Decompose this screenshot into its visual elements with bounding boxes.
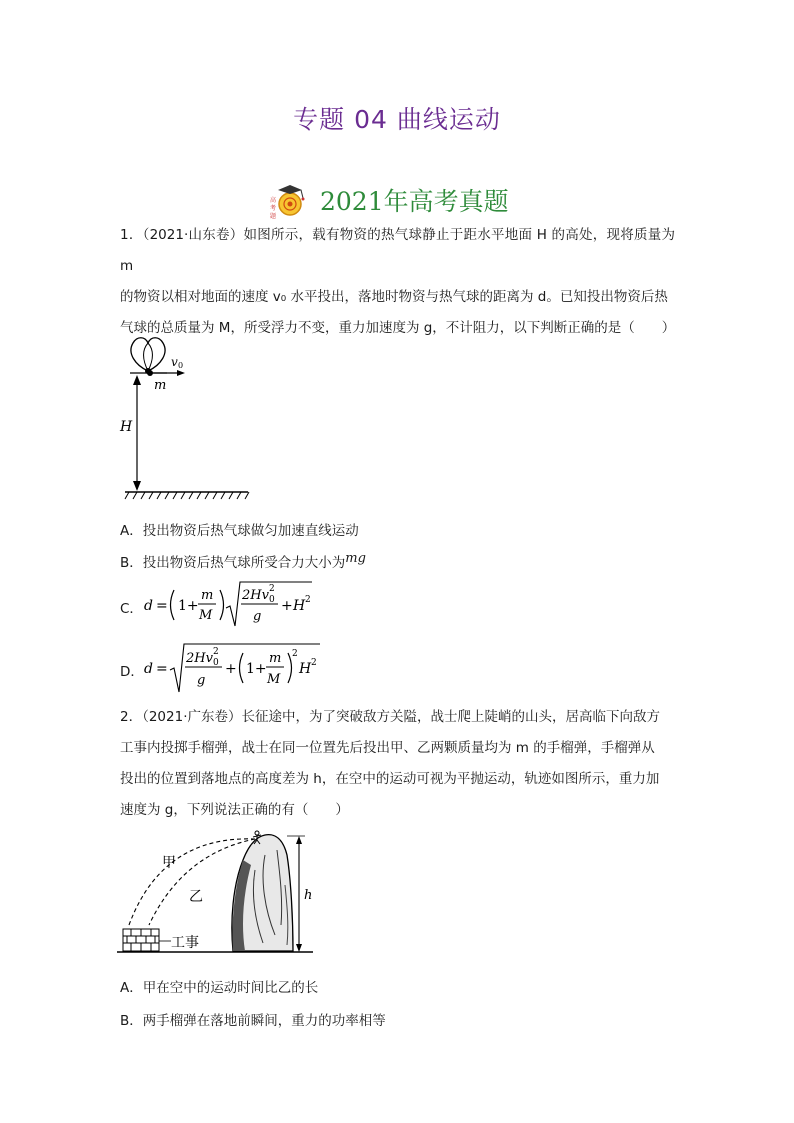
label-jia: 甲: [162, 855, 176, 871]
svg-text:2Hv: 2Hv: [242, 588, 269, 603]
svg-text:+: +: [281, 598, 293, 614]
q2-mountain-figure: [115, 825, 315, 960]
svg-text:2: 2: [305, 595, 311, 605]
svg-text:g: g: [253, 609, 262, 624]
svg-text:M: M: [199, 608, 213, 623]
q2-option-a: A．甲在空中的运动时间比乙的长: [120, 980, 319, 996]
svg-text:m: m: [201, 588, 214, 603]
q2-line-4: 速度为 g，下列说法正确的有（ ）: [120, 802, 349, 818]
q1-option-b: [120, 551, 366, 571]
svg-text:0: 0: [213, 658, 219, 668]
svg-text:1+: 1+: [178, 598, 199, 614]
svg-text:2: 2: [311, 658, 317, 668]
section-title: 2021年高考真题: [320, 187, 509, 216]
svg-text:考: 考: [270, 205, 277, 212]
q1-line-1: 1．（2021·山东卷）如图所示，载有物资的热气球静止于距水平地面 H 的高处，现将质量为 m: [120, 227, 675, 274]
v0-label: v: [171, 355, 178, 369]
v0-subscript: 0: [178, 361, 184, 370]
H-label: H: [120, 419, 133, 435]
svg-text:d: d: [144, 598, 153, 614]
q1-balloon-figure: [115, 333, 255, 503]
question-2-text: [120, 702, 675, 826]
svg-text:H: H: [299, 661, 312, 677]
label-gongshi: 工事: [171, 935, 199, 951]
q1-option-b-math: mg: [345, 551, 366, 566]
svg-text:2: 2: [292, 649, 298, 659]
q1-option-d-label: D．: [120, 664, 144, 680]
section-banner: [268, 180, 528, 220]
q1-line-2: 的物资以相对地面的速度 v₀ 水平投出，落地时物资与热气球的距离为 d。已知投出物资后热: [120, 289, 668, 305]
fortification-icon: [123, 929, 159, 951]
svg-text:d: d: [144, 661, 153, 677]
mascot-logo-icon: [268, 180, 312, 220]
svg-text:m: m: [269, 651, 282, 666]
q1-option-d-formula: [140, 640, 325, 696]
label-yi: 乙: [189, 889, 203, 905]
page-title: 专题 04 曲线运动: [293, 105, 501, 134]
svg-text:g: g: [197, 673, 206, 688]
svg-text:=: =: [156, 598, 168, 614]
svg-text:题: 题: [270, 213, 277, 220]
svg-text:高: 高: [270, 197, 277, 204]
q1-option-a: A．投出物资后热气球做匀加速直线运动: [120, 523, 359, 539]
svg-text:+: +: [225, 661, 237, 677]
svg-text:2: 2: [269, 584, 275, 594]
svg-text:2: 2: [213, 647, 219, 657]
svg-text:H: H: [293, 598, 306, 614]
q2-line-2: 工事内投掷手榴弹，战士在同一位置先后投出甲、乙两颗质量均为 m 的手榴弹，手榴弹从: [120, 740, 655, 756]
svg-text:M: M: [267, 672, 281, 687]
q1-option-c-label: C．: [120, 601, 143, 617]
q2-option-b: B．两手榴弹在落地前瞬间，重力的功率相等: [120, 1013, 386, 1029]
m-label: m: [154, 378, 167, 393]
q1-option-c-formula: [140, 578, 320, 630]
q1-option-b-text: B．投出物资后热气球所受合力大小为: [120, 555, 346, 571]
q1-line-3: 气球的总质量为 M，所受浮力不变，重力加速度为 g，不计阻力，以下判断正确的是（ ）: [120, 320, 676, 336]
svg-text:=: =: [156, 661, 168, 677]
svg-text:0: 0: [269, 595, 275, 605]
svg-text:2Hv: 2Hv: [186, 651, 213, 666]
question-1-text: [120, 220, 675, 344]
q2-line-3: 投出的位置到落地点的高度差为 h，在空中的运动可视为平抛运动，轨迹如图所示，重力加: [120, 771, 660, 787]
svg-text:1+: 1+: [246, 661, 267, 677]
h-label: h: [304, 888, 313, 903]
q2-line-1: 2．（2021·广东卷）长征途中，为了突破敌方关隘，战士爬上陡峭的山头，居高临下向敌方: [120, 709, 660, 725]
